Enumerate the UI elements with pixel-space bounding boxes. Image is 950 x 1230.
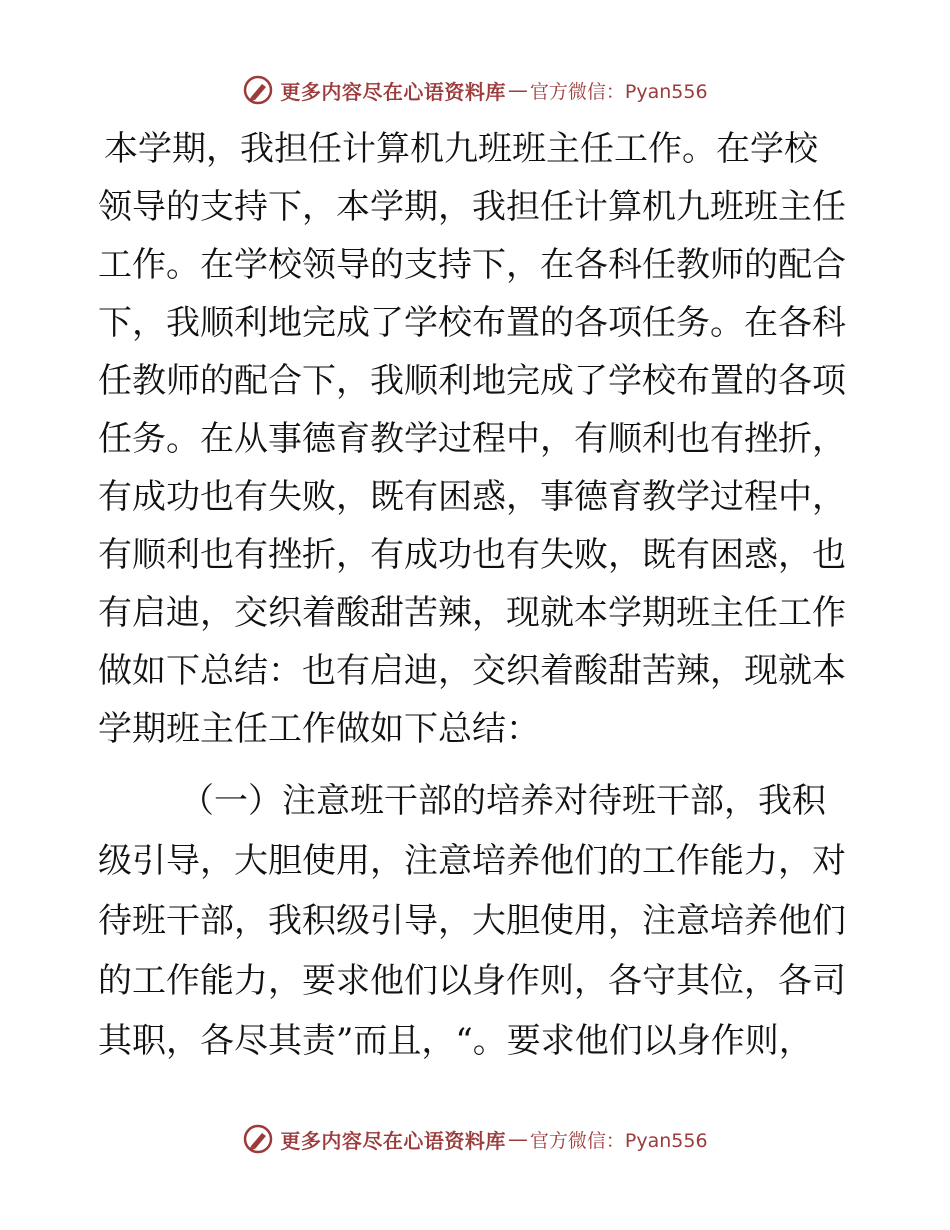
paragraph-2-line-3: 待班干部，我积级引导，大胆使用，注意培养他们 xyxy=(98,901,846,941)
footer-wechat: 官方微信：Pyan556 xyxy=(529,1129,708,1152)
paragraph-1-line-5: 任教师的配合下，我顺利地完成了学校布置的各项 xyxy=(98,361,846,401)
header-wechat: 官方微信：Pyan556 xyxy=(529,80,708,103)
footer-watermark xyxy=(0,1119,950,1159)
paragraph-1-line-10: 做如下总结：也有启迪，交织着酸甜苦辣，现就本 xyxy=(98,651,846,691)
header-watermark xyxy=(0,70,950,110)
paragraph-1-line-7: 有成功也有失败，既有困惑，事德育教学过程中， xyxy=(98,477,846,517)
paragraph-2-line-4: 的工作能力，要求他们以身作则，各守其位，各司 xyxy=(98,961,846,1001)
header-prefix: 更多内容尽在心语资料库 xyxy=(280,79,506,104)
paragraph-2-line-5: 其职，各尽其责”而且，“。要求他们以身作则， xyxy=(98,1021,813,1061)
paragraph-1-line-4: 下，我顺利地完成了学校布置的各项任务。在各科 xyxy=(98,303,846,343)
paragraph-1-line-6: 任务。在从事德育教学过程中，有顺利也有挫折， xyxy=(98,419,846,459)
paragraph-1-line-1: 本学期，我担任计算机九班班主任工作。在学校 xyxy=(104,129,818,169)
pen-logo-icon xyxy=(242,1123,274,1155)
header-separator: — xyxy=(507,78,528,102)
footer-separator: — xyxy=(507,1127,528,1151)
paragraph-2-line-2: 级引导，大胆使用，注意培养他们的工作能力，对 xyxy=(98,841,846,881)
pen-logo-icon xyxy=(242,74,274,106)
paragraph-1-line-2: 领导的支持下，本学期，我担任计算机九班班主任 xyxy=(98,187,846,227)
paragraph-2-line-1: （一）注意班干部的培养对待班干部，我积 xyxy=(180,781,826,821)
paragraph-1-line-11: 学期班主任工作做如下总结： xyxy=(98,709,540,749)
paragraph-1-line-8: 有顺利也有挫折，有成功也有失败，既有困惑，也 xyxy=(98,535,846,575)
paragraph-1-line-9: 有启迪，交织着酸甜苦辣，现就本学期班主任工作 xyxy=(98,593,846,633)
paragraph-1-line-3: 工作。在学校领导的支持下，在各科任教师的配合 xyxy=(98,245,846,285)
footer-prefix: 更多内容尽在心语资料库 xyxy=(280,1128,506,1153)
